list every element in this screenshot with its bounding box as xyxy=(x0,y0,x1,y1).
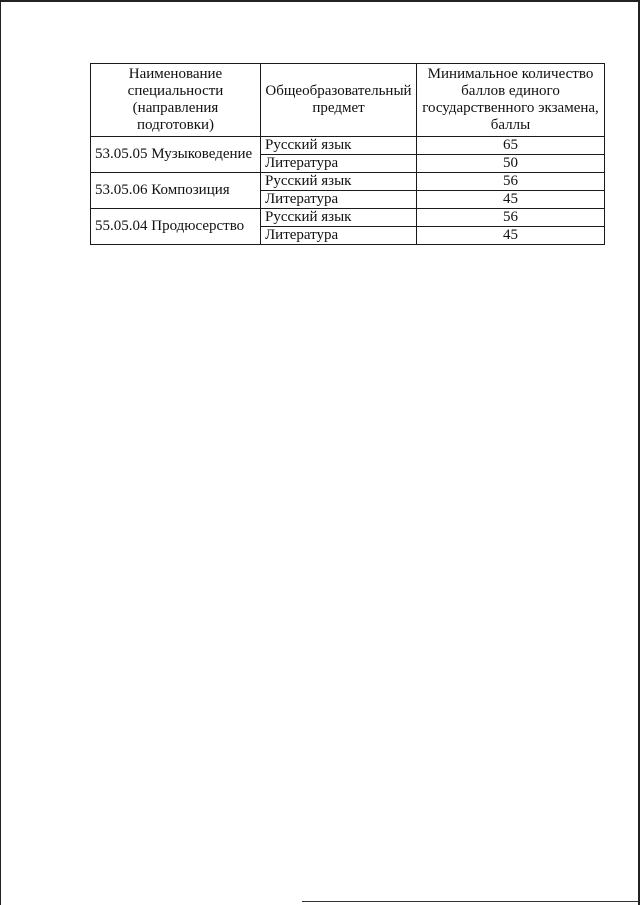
score-cell: 50 xyxy=(417,155,605,173)
table-row xyxy=(91,137,605,155)
header-subject: Общеобразовательный предмет xyxy=(261,64,417,137)
header-min-score: Минимальное количество баллов единого государственного экзамена, баллы xyxy=(417,64,605,137)
specialty-cell: 53.05.05 Музыковедение xyxy=(91,137,261,173)
score-cell: 56 xyxy=(417,173,605,191)
bottom-edge-mark xyxy=(302,901,638,902)
subject-cell: Русский язык xyxy=(261,137,417,155)
table-row xyxy=(91,209,605,227)
table-header-row xyxy=(91,64,605,137)
specialty-cell: 55.05.04 Продюсерство xyxy=(91,209,261,245)
min-scores-table xyxy=(90,63,605,245)
header-specialty: Наименование специальности (направления подготовки) xyxy=(91,64,261,137)
score-cell: 56 xyxy=(417,209,605,227)
subject-cell: Литература xyxy=(261,191,417,209)
specialty-cell: 53.05.06 Композиция xyxy=(91,173,261,209)
subject-cell: Литература xyxy=(261,227,417,245)
subject-cell: Русский язык xyxy=(261,209,417,227)
table-row xyxy=(91,173,605,191)
score-cell: 45 xyxy=(417,191,605,209)
subject-cell: Русский язык xyxy=(261,173,417,191)
score-cell: 45 xyxy=(417,227,605,245)
score-cell: 65 xyxy=(417,137,605,155)
subject-cell: Литература xyxy=(261,155,417,173)
